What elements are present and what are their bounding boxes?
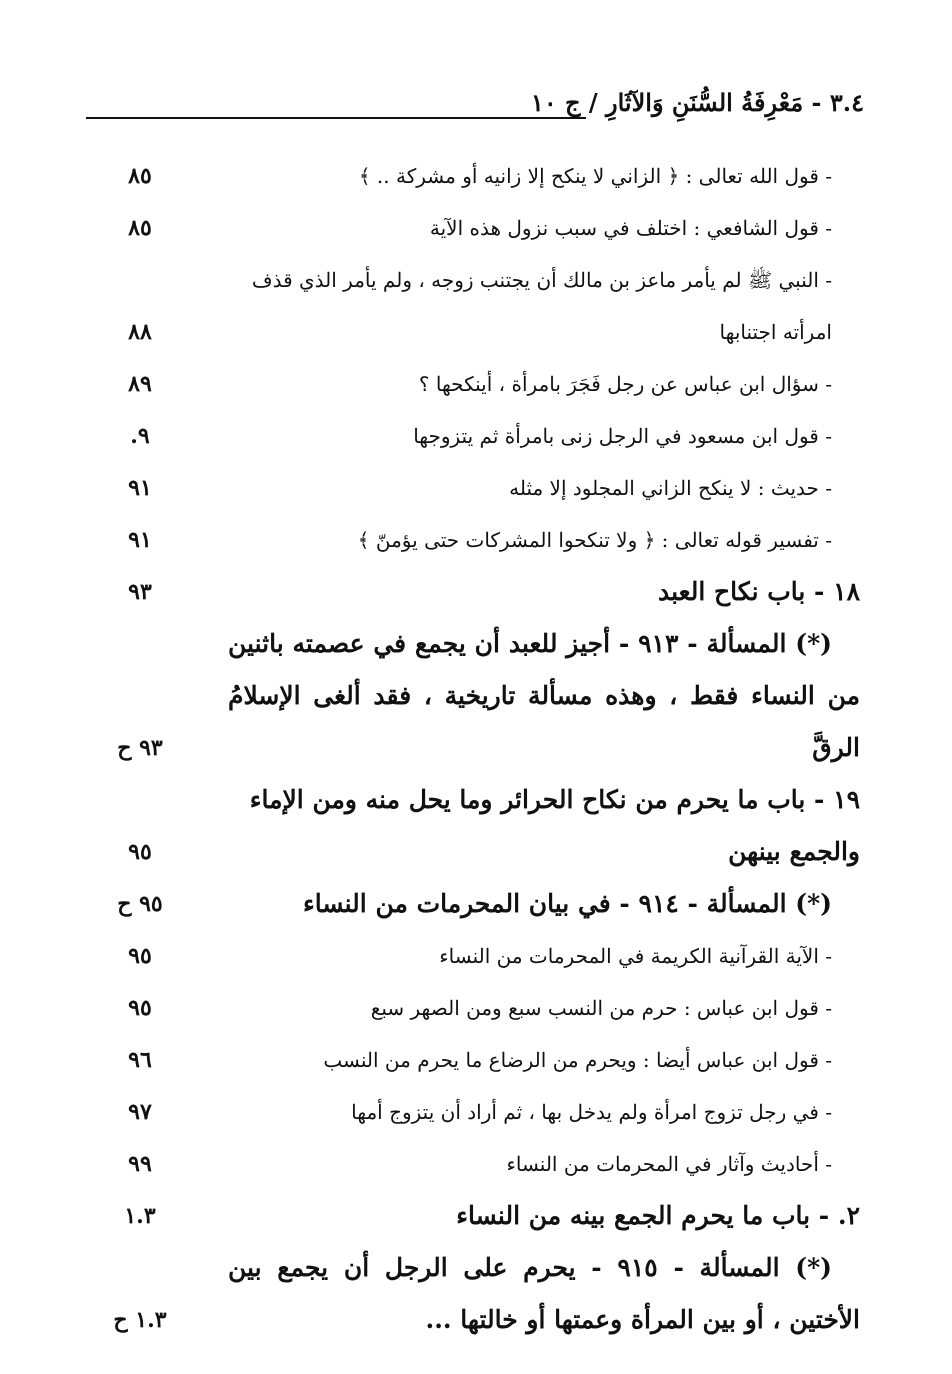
toc-chapter [100,1190,860,1242]
entry-page-number: ٩٣ ح [117,735,163,761]
entry-page-number: ٩٥ [128,995,152,1021]
entry-page-number: ٩١ [128,475,152,501]
entry-text: - النبي ﷺ لم يأمر ماعز بن مالك أن يجتنب زوجه ، ولم يأمر الذي قذف امرأته اجتنابها [251,268,832,344]
chapter-title: ١٩ - باب ما يحرم من نكاح الحرائر وما يحل منه ومن الإماء والجمع بينهن [249,785,860,866]
entry-page-number: ٩٥ [128,943,152,969]
header-rule [86,117,586,119]
toc-entry [100,930,860,982]
issue-text: (*) المسألة - ٩١٤ - في بيان المحرمات من النساء [302,889,832,918]
issue-text: (*) المسألة - ٩١٥ - يحرم على الرجل أن يجمع بين الأختين ، أو بين المرأة وعمتها أو خالتها ... [228,1253,860,1334]
entry-page-number: ٩٣ [128,579,152,605]
toc-entry [100,1138,860,1190]
toc-entry [100,514,860,566]
entry-text: - سؤال ابن عباس عن رجل فَجَرَ بامرأة ، أينكحها ؟ [418,372,832,396]
entry-page-number: ٨٩ [128,371,152,397]
entry-text: - حديث : لا ينكح الزاني المجلود إلا مثله [509,476,832,500]
toc-issue [100,618,860,774]
chapter-title: ١٨ - باب نكاح العبد [658,577,860,606]
entry-text: - تفسير قوله تعالى : ﴿ ولا تنكحوا المشركات حتى يؤمنّ ﴾ [357,528,832,552]
toc-entry [100,1086,860,1138]
toc-entry [100,150,860,202]
entry-page-number: ٩٩ [128,1151,152,1177]
entry-page-number: ٩٦ [128,1047,152,1073]
toc-chapter [100,774,860,878]
entry-text: - قول ابن عباس أيضا : ويحرم من الرضاع ما يحرم من النسب [323,1048,832,1072]
entry-page-number: ٩١ [128,527,152,553]
toc-entry [100,410,860,462]
toc-entry [100,254,860,358]
toc-issue [100,878,860,930]
header-title: ٣.٤ - مَعْرِفَةُ السُّنَنِ وَالآثَارِ / ج ١٠ [530,88,864,117]
running-header [86,88,864,122]
entry-page-number: ٩٥ ح [117,891,163,917]
entry-page-number: ١.٣ [124,1203,156,1229]
entry-text: - قول الله تعالى : ﴿ الزاني لا ينكح إلا زانيه أو مشركة .. ﴾ [358,164,832,188]
chapter-title: ٢. - باب ما يحرم الجمع بينه من النساء [456,1201,860,1230]
entry-page-number: ٨٥ [128,215,152,241]
issue-text: (*) المسألة - ٩١٣ - أجيز للعبد أن يجمع في عصمته باثنين من النساء فقط ، وهذه مسألة تاريخية ، فقد ألغى الإسلامُ الرقَّ [228,629,860,762]
entry-page-number: ٨٨ [128,319,152,345]
entry-text: - أحاديث وآثار في المحرمات من النساء [506,1152,832,1176]
entry-text: - قول الشافعي : اختلف في سبب نزول هذه الآية [429,216,832,240]
entry-page-number: ٩. [130,423,150,449]
entry-page-number: ٩٥ [128,839,152,865]
toc-issue [100,1242,860,1346]
toc-entry [100,202,860,254]
entry-text: - الآية القرآنية الكريمة في المحرمات من النساء [439,944,832,968]
entry-page-number: ٩٧ [128,1099,152,1125]
toc-entry [100,462,860,514]
toc-entry [100,982,860,1034]
table-of-contents [100,150,860,1346]
toc-entry [100,1034,860,1086]
entry-text: - قول ابن مسعود في الرجل زنى بامرأة ثم يتزوجها [413,424,832,448]
entry-page-number: ١.٣ ح [113,1307,167,1333]
entry-text: - قول ابن عباس : حرم من النسب سبع ومن الصهر سبع [370,996,832,1020]
entry-text: - في رجل تزوج امرأة ولم يدخل بها ، ثم أراد أن يتزوج أمها [351,1100,832,1124]
toc-chapter [100,566,860,618]
entry-page-number: ٨٥ [128,163,152,189]
toc-entry [100,358,860,410]
